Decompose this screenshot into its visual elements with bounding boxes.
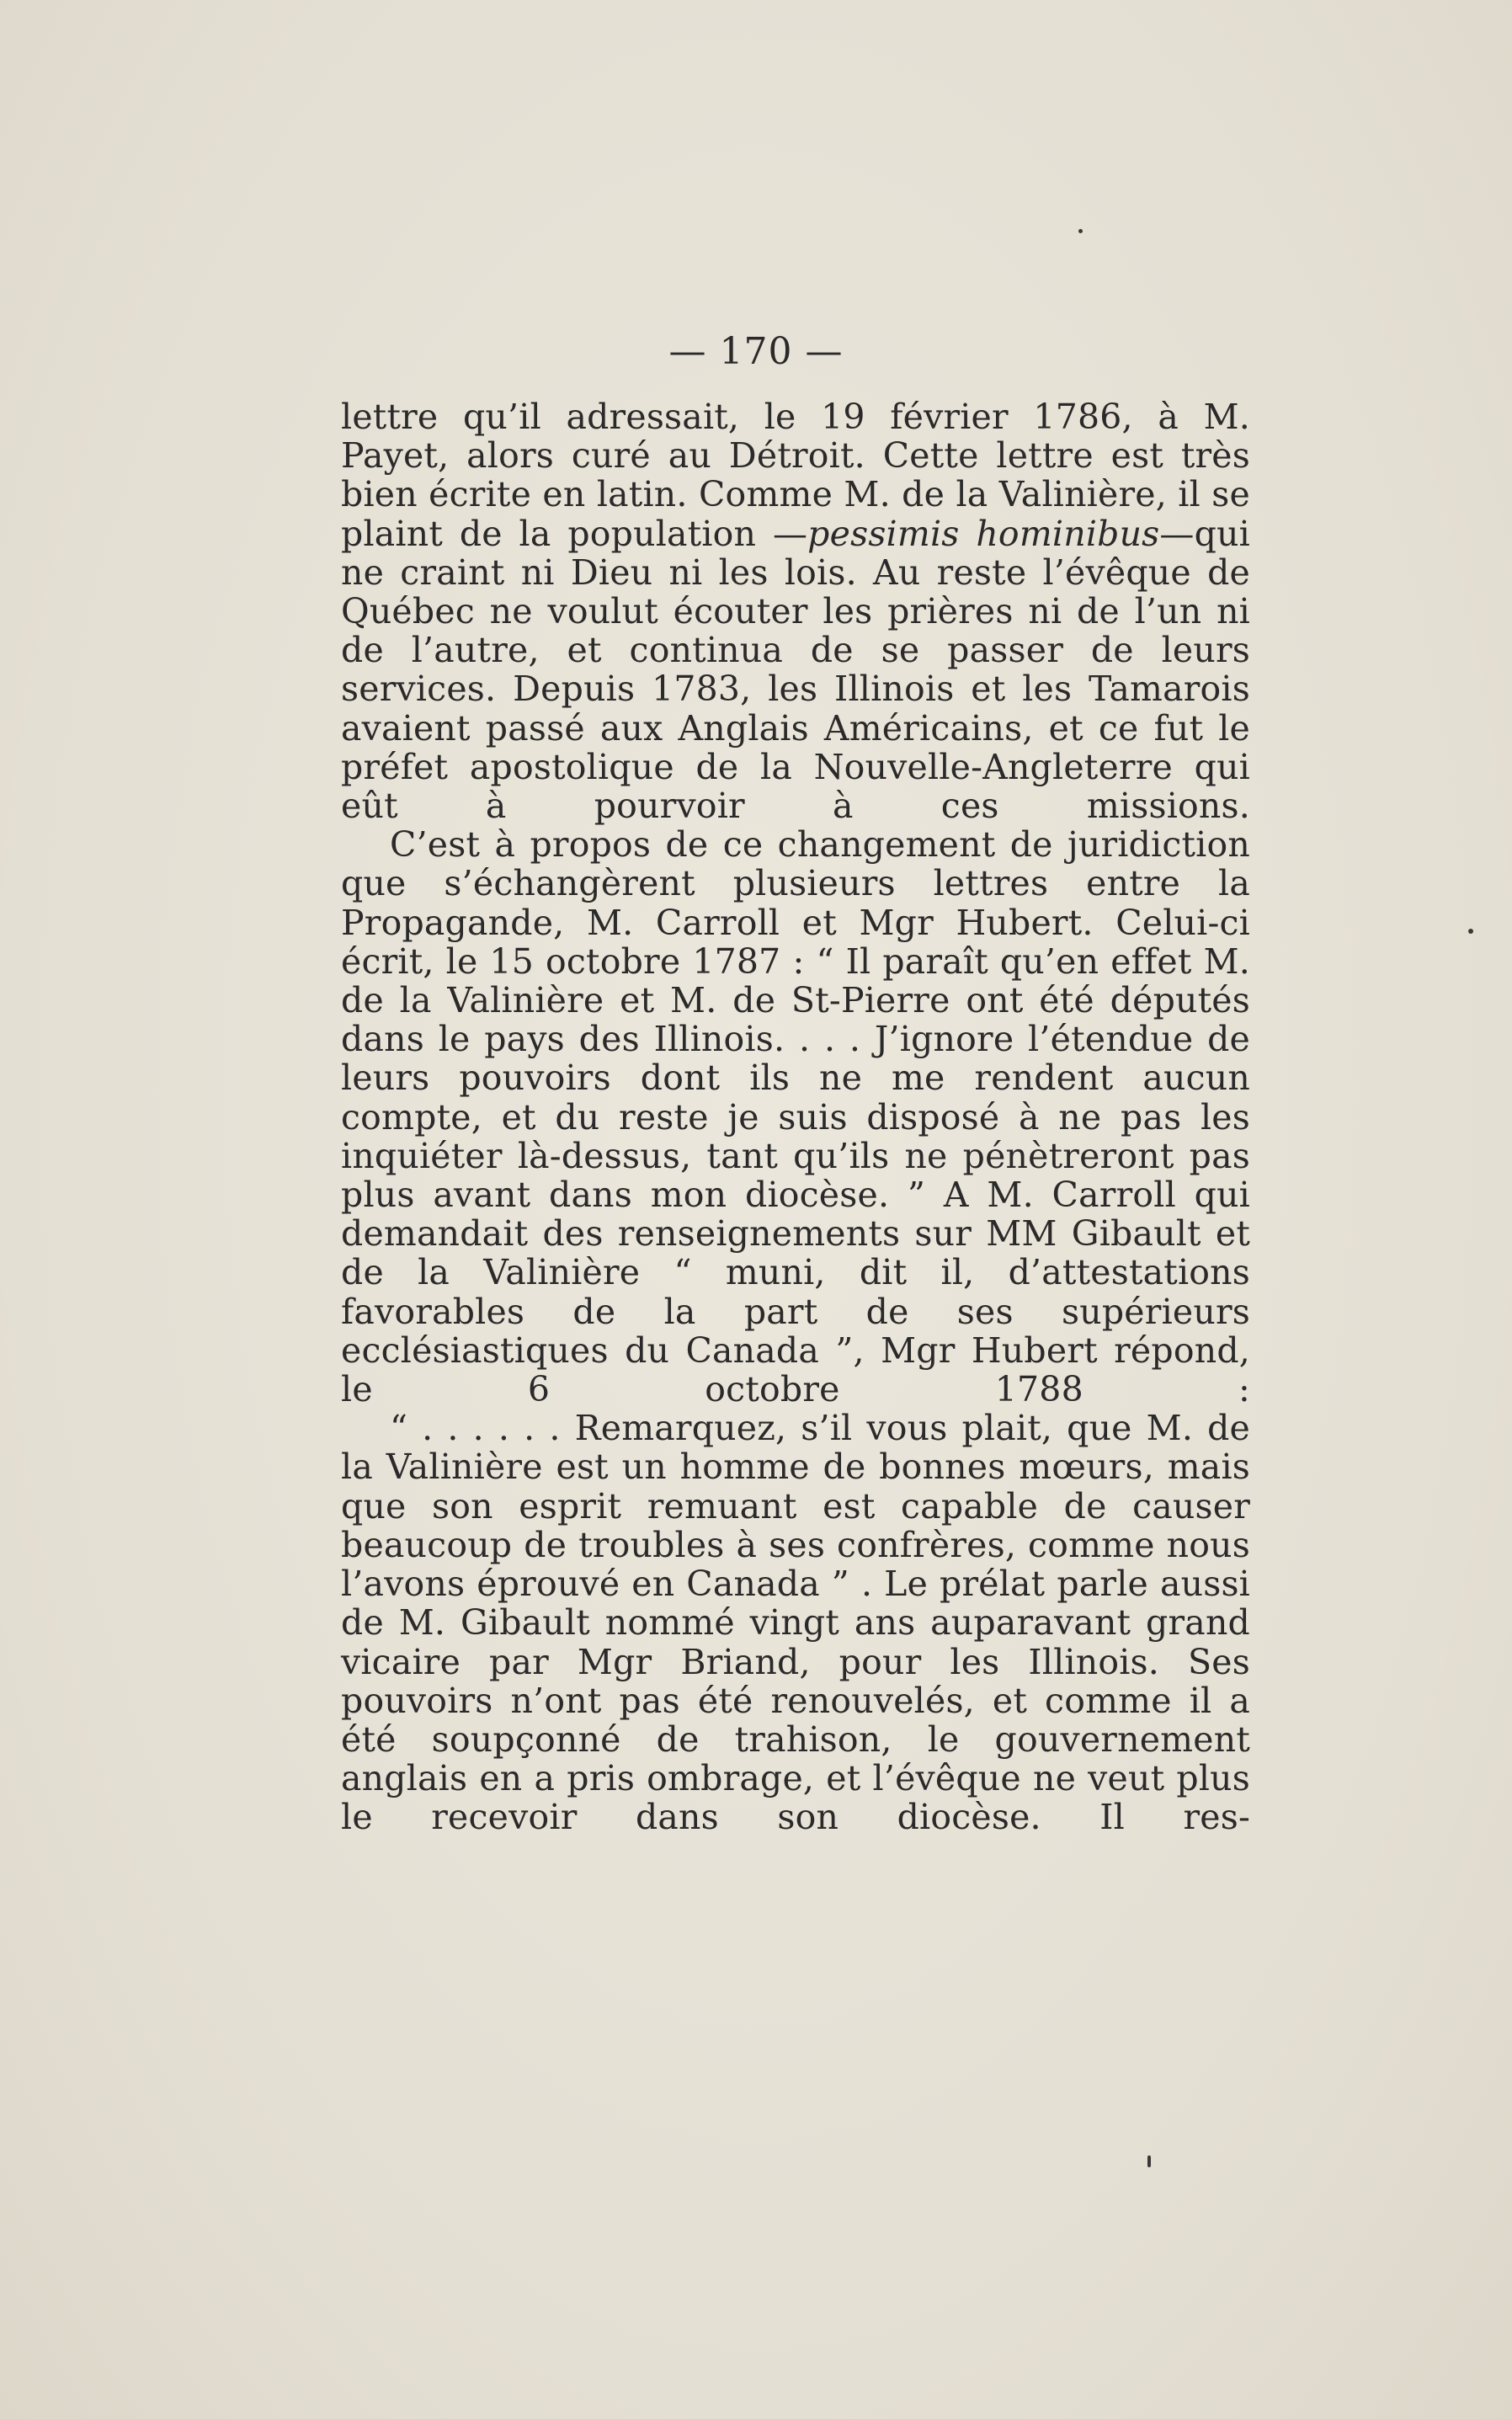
- body-text: [341, 397, 1250, 1837]
- paper-speck: [1147, 2155, 1151, 2167]
- paragraph-3: [341, 1409, 1250, 1836]
- latin-quote: pessimis hominibus: [807, 513, 1160, 554]
- page-number: — 170 —: [668, 330, 844, 373]
- paper-speck: [1468, 929, 1473, 934]
- paragraph-1-text: lettre qu’il adressait, le 19 février 1786, à M. Payet, alors curé au Détroit. Cette lettre est très bien écrite en latin. Comme M. de la Valinière, il se plaint de la population —: [341, 397, 1250, 554]
- paragraph-3-text: “ . . . . . . Remarquez, s’il vous plait, que M. de la Valinière est un homme de bonnes mœurs, mais que son esprit remuant est capable de causer beaucoup de troubles à ses confrères, comme nous l’avons éprouvé en Canada ” . Le prélat parle aussi de M. Gibault nommé vingt ans auparavant grand vicaire par Mgr Briand, pour les Illinois. Ses pouvoirs n’ont pas été renouvelés, et comme il a été soupçonné de trahison, le gouvernement anglais en a pris ombrage, et l’évêque ne veut plus le recevoir dans son diocèse. Il res-: [341, 1408, 1250, 1838]
- paragraph-2-text: C’est à propos de ce changement de juridiction que s’échangèrent plusieurs lettres entre la Propagande, M. Carroll et Mgr Hubert. Celui-ci écrit, le 15 octobre 1787 : “ Il paraît qu’en effet M. de la Valinière et M. de St-Pierre ont été députés dans le pays des Illinois. . . . J’ignore l’étendue de leurs pouvoirs dont ils ne me rendent aucun compte, et du reste je suis disposé à ne pas les inquiéter là-dessus, tant qu’ils ne pénètreront pas plus avant dans mon diocèse. ” A M. Carroll qui demandait des renseignements sur MM Gibault et de la Valinière “ muni, dit il, d’attestations favorables de la part de ses supérieurs ecclésiastiques du Canada ”, Mgr Hubert répond, le 6 octobre 1788 :: [341, 824, 1250, 1410]
- paragraph-2: [341, 825, 1250, 1409]
- paragraph-1-text-cont: —qui ne craint ni Dieu ni les lois. Au reste l’évêque de Québec ne voulut écouter les prières ni de l’un ni de l’autre, et continua de se passer de leurs services. Depuis 1783, les Illinois et les Tamarois avaient passé aux Anglais Américains, et ce fut le préfet apostolique de la Nouvelle-Angleterre qui eût à pourvoir à ces missions.: [341, 513, 1250, 827]
- paper-speck: [1078, 229, 1083, 233]
- paragraph-1: [341, 397, 1250, 825]
